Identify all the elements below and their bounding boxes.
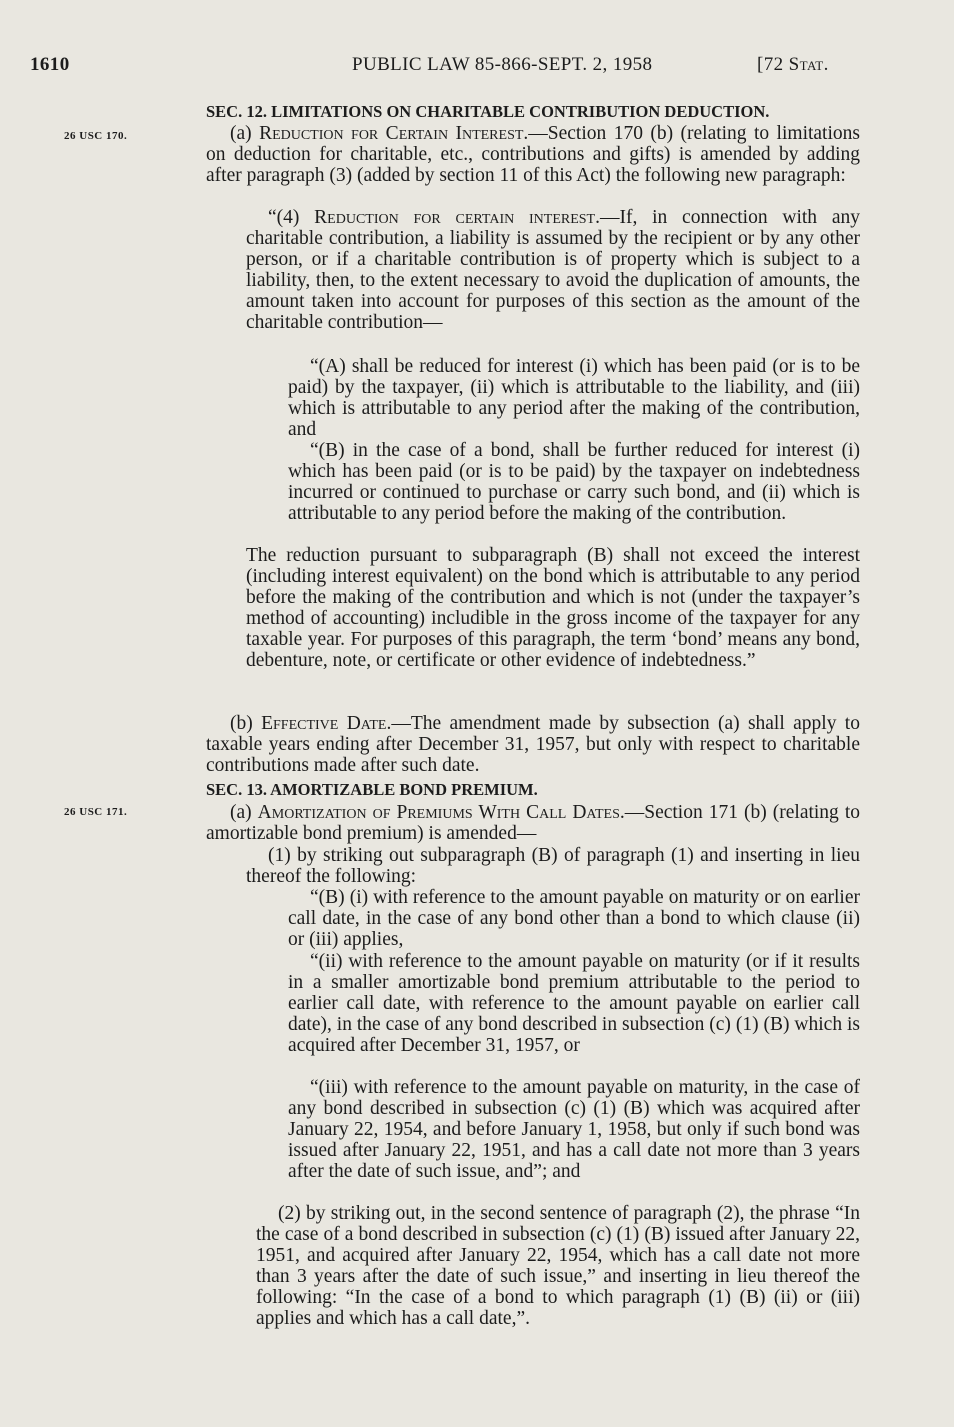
sec13-paragraph-1: (1) by striking out subparagraph (B) of paragraph (1) and inserting in lieu thereof the following: [246,845,860,887]
sec12-subparagraph-B: “(B) in the case of a bond, shall be further reduced for interest (i) which has been paid (or is to be paid) by the taxpayer on indebtedness incurred or continued to purchase or carry such bond, and (ii) which is attributable to any period before the making of the contribution. [288,440,860,524]
sec13-subsection-a: (a) Amortization of Premiums With Call Dates.—Section 171 (b) (relating to amortizable bond premium) is amended— [206,802,860,844]
sec12-paragraph-4: “(4) Reduction for certain interest.—If, in connection with any charitable contribution, a liability is assumed by the recipient or by any other person, or if a charitable contribution is of property which is subject to a liability, then, to the extent necessary to avoid the duplication of amounts, the amount taken into account for purposes of this section as the amount of the charitable contribution— [246,207,860,333]
sec13-clause-ii: “(ii) with reference to the amount payable on maturity (or if it results in a smaller amortizable bond premium attributable to the period to earlier call date, with reference to the amount payable on earlier call date), in the case of any bond described in subsection (c) (1) (B) which is acquired after December 31, 1957, or [288,951,860,1056]
sec13-paragraph-2: (2) by striking out, in the second sentence of paragraph (2), the phrase “In the case of a bond described in subsection (c) (1) (B) issued after January 22, 1951, and acquired after January 22, 1954, which has a call date not more than 3 years after the date of such issue,” and inserting in lieu thereof the following: “In the case of a bond to which paragraph (1) (B) (ii) or (iii) applies and which has a call date,”. [256,1203,860,1329]
sec12-subparagraph-A: “(A) shall be reduced for interest (i) which has been paid (or is to be paid) by the taxpayer, (ii) which is attributable to the liability, and (iii) which is attributable to any period after the making of the contribution, and [288,356,860,440]
running-title: PUBLIC LAW 85-866-SEPT. 2, 1958 [352,54,653,75]
sec12-reduction-paragraph: The reduction pursuant to subparagraph (B) shall not exceed the interest (including interest equivalent) on the bond which is attributable to any period before the making of the contribution and which is not (under the taxpayer’s method of accounting) includible in the gross income of the taxpayer for any taxable year. For purposes of this paragraph, the term ‘bond’ means any bond, debenture, note, or certificate or other evidence of indebtedness.” [246,545,860,671]
margin-note-usc-171: 26 USC 171. [64,806,128,818]
margin-note-usc-170: 26 USC 170. [64,130,128,142]
sec12-p4-caption: Reduction for certain interest. [314,207,600,228]
sec12-a-caption: Reduction for Certain Interest. [259,123,529,144]
sec12-subsection-a: (a) Reduction for Certain Interest.—Section 170 (b) (relating to limitations on deduction for charitable, etc., contributions and gifts) is amended by adding after paragraph (3) (added by section 11 of this Act) the following new paragraph: [206,123,860,186]
section-13-heading: SEC. 13. AMORTIZABLE BOND PREMIUM. [206,780,538,799]
page-number: 1610 [30,54,70,75]
sec13-a-caption: Amortization of Premiums With Call Dates. [257,802,625,823]
section-12-heading: SEC. 12. LIMITATIONS ON CHARITABLE CONTRIBUTION DEDUCTION. [206,102,770,121]
sec13-clause-B-i: “(B) (i) with reference to the amount payable on maturity or on earlier call date, in the case of any bond other than a bond to which clause (ii) or (iii) applies, [288,887,860,950]
sec12-subsection-b: (b) Effective Date.—The amendment made by subsection (a) shall apply to taxable years ending after December 31, 1957, but only with respect to charitable contributions made after such date. [206,713,860,776]
sec12-b-caption: Effective Date. [261,713,392,734]
sec13-clause-iii: “(iii) with reference to the amount payable on maturity, in the case of any bond described in subsection (c) (1) (B) which was acquired after January 22, 1954, and before January 1, 1958, but only if such bond was issued after January 22, 1951, and has a call date not more than 3 years after the date of such issue, and”; and [288,1077,860,1182]
statute-citation: [72 Stat. [757,54,829,75]
